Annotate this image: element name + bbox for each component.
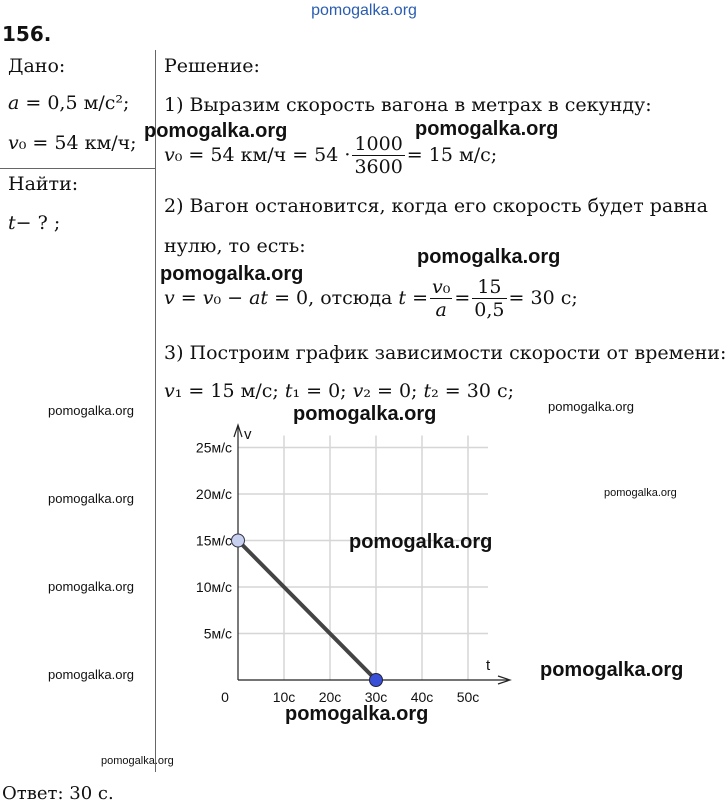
watermark: pomogalka.org [604,487,677,499]
solution-title: Решение: [164,55,260,77]
given-initial-speed: 𝑣₀ = 54 км/ч; [8,132,137,154]
step2-formula-right: = 30 с; [508,287,578,309]
watermark: pomogalka.org [540,659,684,681]
column-divider [155,50,156,772]
step1-formula-left: 𝑣₀ = 54 км/ч = 54 · [164,144,351,166]
find-time: 𝑡− ? ; [8,212,61,234]
step2-fraction-numeric [472,276,506,321]
step2-fraction2-denominator: 0,5 [474,298,505,321]
x-tick-label: 40с [410,689,434,705]
watermark: pomogalka.org [548,399,634,414]
watermark: pomogalka.org [417,246,561,268]
y-axis-label: v [244,426,252,443]
y-tick-label: 10м/с [195,579,232,595]
y-tick-label: 5м/с [203,625,232,642]
step2-formula-left: 𝑣 = 𝑣₀ − 𝑎𝑡 = 0, отсюда 𝑡 = [164,287,429,309]
watermark: pomogalka.org [101,755,174,767]
step2-fraction2-numerator: 15 [472,276,506,299]
y-tick-label: 15м/с [195,532,232,549]
watermark: pomogalka.org [48,579,134,594]
step3-points: 𝑣₁ = 15 м/с; 𝑡₁ = 0; 𝑣₂ = 0; 𝑡₂ = 30 с; [164,380,514,402]
given-acceleration: 𝑎 = 0,5 м/с²; [8,92,130,114]
watermark: pomogalka.org [160,263,304,285]
y-tick-label: 25м/с [195,439,232,456]
velocity-time-chart [170,415,530,715]
solution-step2-line1: 2) Вагон остановится, когда его скорость будет равна [164,195,708,217]
solution-step1: 1) Выразим скорость вагона в метрах в секунду: [164,94,652,116]
x-tick-label: 0 [221,689,229,705]
watermark-top: pomogalka.org [311,2,417,19]
watermark: pomogalka.org [293,403,437,425]
watermark: pomogalka.org [48,667,134,682]
x-tick-label: 30с [364,689,388,705]
problem-number [2,22,51,46]
x-axis-label: t [486,657,491,674]
data-point-start [232,534,245,547]
watermark: pomogalka.org [349,531,493,553]
problem-number-dot: . [43,22,52,46]
step2-fraction1-numerator: 𝑣₀ [432,275,451,298]
given-title: Дано: [8,55,66,77]
step2-fraction-v0-a [430,276,452,321]
x-tick-label: 50с [456,689,480,705]
x-tick-label: 10с [272,689,296,705]
step1-formula-right: = 15 м/с; [406,144,498,166]
watermark: pomogalka.org [48,403,134,418]
step2-equals: = [454,287,471,309]
answer: Ответ: 30 с. [2,783,114,804]
y-tick-label: 20м/с [195,486,232,502]
watermark: pomogalka.org [48,491,134,506]
data-point-end [370,674,383,687]
find-title: Найти: [8,173,79,195]
step1-fraction-denominator: 3600 [354,155,403,178]
velocity-line [238,541,376,681]
solution-step3: 3) Построим график зависимости скорости от времени: [164,342,727,364]
problem-number-value: 156 [2,22,44,46]
watermark: pomogalka.org [285,703,429,725]
given-divider [0,168,156,169]
watermark: pomogalka.org [144,120,288,142]
x-tick-label: 20с [318,689,342,705]
solution-step2-line2: нулю, то есть: [164,235,306,257]
step2-fraction1-denominator: 𝑎 [435,298,447,321]
step1-fraction-numerator: 1000 [354,132,403,155]
step1-fraction [352,133,404,178]
watermark: pomogalka.org [415,118,559,140]
